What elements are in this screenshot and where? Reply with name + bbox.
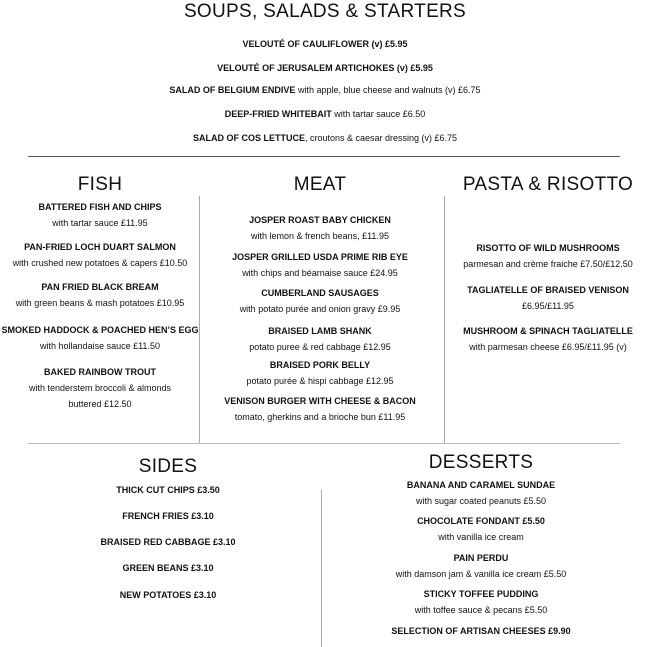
fish-item (0, 239, 200, 271)
fish-item-detail: with green beans & mash potatoes £10.95 (15, 298, 185, 308)
meat-item-detail: with chips and béarnaise sauce £24.95 (242, 268, 398, 278)
pasta-item-detail: parmesan and crème fraiche £7.50/£12.50 (463, 259, 633, 269)
pasta-item-name: TAGLIATELLE OF BRAISED VENISON (467, 285, 629, 295)
dessert-item (366, 513, 596, 545)
dessert-item-detail: with sugar coated peanuts £5.50 (415, 496, 547, 506)
meat-item (220, 357, 420, 389)
starter-item (0, 130, 650, 146)
desserts-heading: DESSERTS (428, 452, 534, 473)
pasta-item (448, 323, 648, 355)
pasta-item-detail: with parmesan cheese £6.95/£11.95 (v) (469, 342, 627, 352)
fish-item-detail: with tenderstem broccoli & almonds (28, 383, 172, 393)
side-item: BRAISED RED CABBAGE £3.10 (100, 537, 236, 547)
fish-item-detail: with hollandaise sauce £11.50 (40, 341, 160, 351)
side-item: GREEN BEANS £3.10 (122, 563, 214, 573)
fish-item-name: BAKED RAINBOW TROUT (44, 367, 156, 377)
pasta-item-name: RISOTTO OF WILD MUSHROOMS (476, 243, 620, 253)
dessert-item (356, 550, 606, 582)
meat-item-name: VENISON BURGER WITH CHEESE & BACON (224, 396, 416, 406)
dessert-item-name: STICKY TOFFEE PUDDING (423, 589, 539, 599)
side-item: NEW POTATOES £3.10 (119, 590, 217, 600)
starter-name: VELOUTÉ OF JERUSALEM ARTICHOKES (v) £5.95 (217, 63, 433, 73)
column-divider (321, 490, 322, 647)
fish-item-name: PAN-FRIED LOCH DUART SALMON (24, 242, 176, 252)
meat-item (210, 393, 430, 425)
starter-item (0, 106, 650, 122)
sides-heading: SIDES (138, 456, 198, 477)
dessert-item-detail: with toffee sauce & pecans £5.50 (414, 605, 548, 615)
starter-name: DEEP-FRIED WHITEBAIT (224, 109, 332, 119)
starter-detail: with tartar sauce £6.50 (331, 109, 426, 119)
side-item: THICK CUT CHIPS £3.50 (116, 485, 220, 495)
starter-detail: with apple, blue cheese and walnuts (v) £6.75 (295, 85, 481, 95)
pasta-item-name: MUSHROOM & SPINACH TAGLIATELLE (463, 326, 633, 336)
fish-heading: FISH (77, 174, 123, 195)
dessert-item-name: BANANA AND CARAMEL SUNDAE (406, 480, 556, 490)
pasta-item-detail: £6.95/£11.95 (522, 301, 574, 311)
dessert-item (366, 623, 596, 639)
starter-name: SALAD OF BELGIUM ENDIVE (169, 85, 296, 95)
fish-item (0, 279, 200, 311)
fish-item-detail: buttered £12.50 (68, 399, 132, 409)
meat-heading: MEAT (293, 174, 347, 195)
starter-detail: , croutons & caesar dressing (v) £6.75 (304, 133, 458, 143)
fish-item-detail: with crushed new potatoes & capers £10.50 (12, 258, 188, 268)
fish-item-name: BATTERED FISH AND CHIPS (38, 202, 162, 212)
starter-item (0, 82, 650, 98)
meat-item-name: BRAISED PORK BELLY (269, 360, 371, 370)
pasta-item (448, 240, 648, 272)
meat-item-name: JOSPER GRILLED USDA PRIME RIB EYE (232, 252, 408, 262)
fish-item (0, 364, 200, 412)
starter-item (0, 36, 650, 52)
meat-item (220, 212, 420, 244)
dessert-item-detail: with vanilla ice cream (438, 532, 524, 542)
meat-item (220, 285, 420, 317)
starters-heading: SOUPS, SALADS & STARTERS (183, 1, 467, 22)
pasta-heading: PASTA & RISOTTO (462, 174, 634, 195)
fish-item (0, 322, 200, 354)
fish-item-name: SMOKED HADDOCK & POACHED HEN’S EGG (1, 325, 199, 335)
meat-item-name: JOSPER ROAST BABY CHICKEN (249, 215, 391, 225)
dessert-item (366, 586, 596, 618)
side-item: FRENCH FRIES £3.10 (122, 511, 214, 521)
meat-item-detail: potato puree & red cabbage £12.95 (249, 342, 391, 352)
dessert-item-name: CHOCOLATE FONDANT £5.50 (417, 516, 545, 526)
meat-item-detail: potato purée & hispi cabbage £12.95 (246, 376, 394, 386)
meat-item-detail: tomato, gherkins and a brioche bun £11.95 (234, 412, 406, 422)
meat-item-detail: with potato purée and onion gravy £9.95 (239, 304, 401, 314)
meat-item (220, 249, 420, 281)
fish-item-name: PAN FRIED BLACK BREAM (41, 282, 159, 292)
meat-item (220, 323, 420, 355)
starter-name: SALAD OF COS LETTUCE (192, 133, 305, 143)
starter-name: VELOUTÉ OF CAULIFLOWER (v) £5.95 (242, 39, 408, 49)
dessert-item (366, 477, 596, 509)
column-divider (444, 196, 445, 444)
pasta-item (448, 282, 648, 314)
dessert-item-name: PAIN PERDU (453, 553, 509, 563)
starter-item (0, 60, 650, 76)
meat-item-detail: with lemon & french beans, £11.95 (251, 231, 389, 241)
dessert-item-name: SELECTION OF ARTISAN CHEESES £9.90 (391, 626, 571, 636)
fish-item-detail: with tartar sauce £11.95 (52, 218, 148, 228)
meat-item-name: BRAISED LAMB SHANK (268, 326, 372, 336)
section-divider (28, 156, 620, 157)
meat-item-name: CUMBERLAND SAUSAGES (261, 288, 379, 298)
fish-item (0, 199, 200, 231)
dessert-item-detail: with damson jam & vanilla ice cream £5.50 (395, 569, 567, 579)
column-divider (199, 196, 200, 444)
section-divider (28, 443, 620, 444)
